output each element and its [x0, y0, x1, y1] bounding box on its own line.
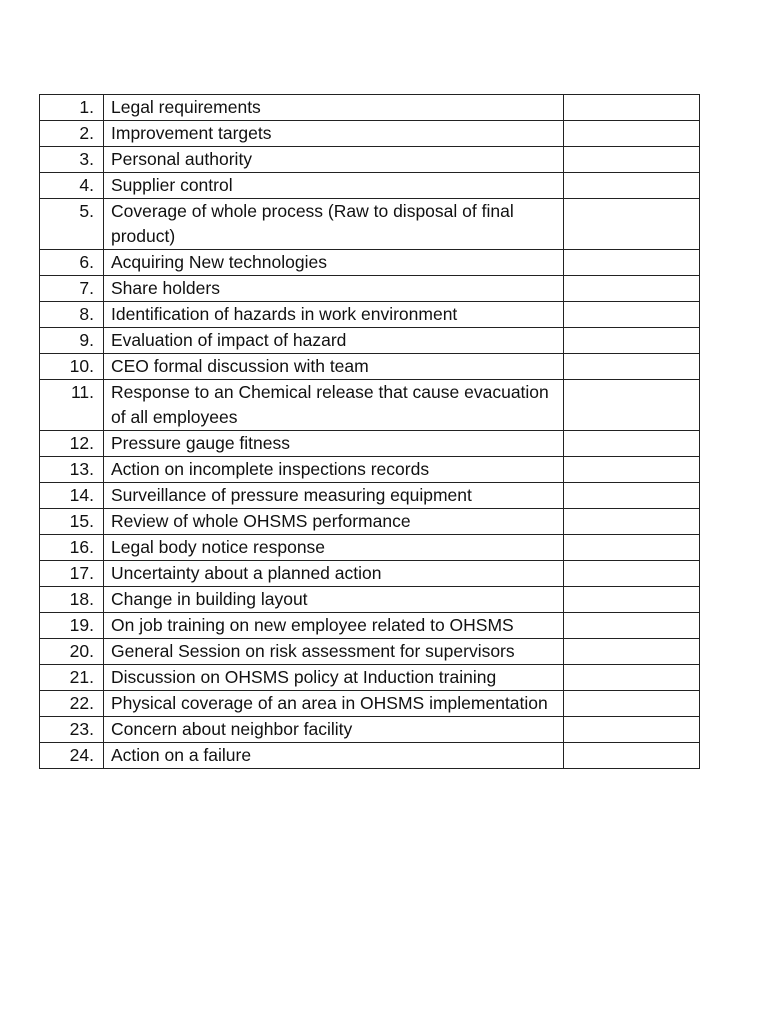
item-number: 22. — [40, 691, 104, 717]
answer-cell — [564, 535, 700, 561]
item-text: Physical coverage of an area in OHSMS implementation — [104, 691, 564, 717]
item-number: 18. — [40, 587, 104, 613]
table-row — [40, 691, 700, 717]
table-row — [40, 302, 700, 328]
item-number: 12. — [40, 431, 104, 457]
item-text: Coverage of whole process (Raw to disposal of final product) — [104, 199, 564, 250]
item-number: 4. — [40, 173, 104, 199]
items-table — [39, 94, 700, 769]
table-row — [40, 276, 700, 302]
item-number: 8. — [40, 302, 104, 328]
answer-cell — [564, 743, 700, 769]
item-text: Response to an Chemical release that cause evacuation of all employees — [104, 380, 564, 431]
table-row — [40, 328, 700, 354]
item-text: Legal body notice response — [104, 535, 564, 561]
table-row — [40, 147, 700, 173]
items-table-body — [40, 95, 700, 769]
answer-cell — [564, 639, 700, 665]
item-number: 7. — [40, 276, 104, 302]
item-number: 9. — [40, 328, 104, 354]
table-row — [40, 457, 700, 483]
table-row — [40, 250, 700, 276]
answer-cell — [564, 354, 700, 380]
answer-cell — [564, 328, 700, 354]
table-row — [40, 431, 700, 457]
answer-cell — [564, 587, 700, 613]
table-row — [40, 483, 700, 509]
item-text: On job training on new employee related to OHSMS — [104, 613, 564, 639]
item-number: 24. — [40, 743, 104, 769]
item-number: 16. — [40, 535, 104, 561]
answer-cell — [564, 147, 700, 173]
item-text: Personal authority — [104, 147, 564, 173]
answer-cell — [564, 717, 700, 743]
table-row — [40, 380, 700, 431]
item-number: 3. — [40, 147, 104, 173]
table-row — [40, 743, 700, 769]
answer-cell — [564, 613, 700, 639]
table-row — [40, 173, 700, 199]
item-number: 20. — [40, 639, 104, 665]
table-row — [40, 354, 700, 380]
table-row — [40, 509, 700, 535]
item-number: 14. — [40, 483, 104, 509]
table-row — [40, 95, 700, 121]
item-text: Uncertainty about a planned action — [104, 561, 564, 587]
answer-cell — [564, 95, 700, 121]
answer-cell — [564, 380, 700, 431]
answer-cell — [564, 173, 700, 199]
item-text: Discussion on OHSMS policy at Induction training — [104, 665, 564, 691]
table-row — [40, 587, 700, 613]
item-text: Review of whole OHSMS performance — [104, 509, 564, 535]
item-text: Action on incomplete inspections records — [104, 457, 564, 483]
item-text: CEO formal discussion with team — [104, 354, 564, 380]
item-text: Supplier control — [104, 173, 564, 199]
table-row — [40, 665, 700, 691]
table-row — [40, 717, 700, 743]
item-text: General Session on risk assessment for supervisors — [104, 639, 564, 665]
item-text: Acquiring New technologies — [104, 250, 564, 276]
table-row — [40, 613, 700, 639]
answer-cell — [564, 561, 700, 587]
item-text: Concern about neighbor facility — [104, 717, 564, 743]
answer-cell — [564, 431, 700, 457]
item-text: Change in building layout — [104, 587, 564, 613]
answer-cell — [564, 250, 700, 276]
item-number: 6. — [40, 250, 104, 276]
item-number: 13. — [40, 457, 104, 483]
answer-cell — [564, 483, 700, 509]
item-number: 19. — [40, 613, 104, 639]
answer-cell — [564, 121, 700, 147]
item-number: 15. — [40, 509, 104, 535]
item-text: Share holders — [104, 276, 564, 302]
answer-cell — [564, 509, 700, 535]
table-row — [40, 121, 700, 147]
answer-cell — [564, 276, 700, 302]
item-number: 23. — [40, 717, 104, 743]
item-text: Action on a failure — [104, 743, 564, 769]
item-text: Pressure gauge fitness — [104, 431, 564, 457]
item-number: 17. — [40, 561, 104, 587]
answer-cell — [564, 199, 700, 250]
item-text: Identification of hazards in work environment — [104, 302, 564, 328]
table-row — [40, 561, 700, 587]
item-text: Evaluation of impact of hazard — [104, 328, 564, 354]
item-text: Improvement targets — [104, 121, 564, 147]
answer-cell — [564, 457, 700, 483]
table-row — [40, 639, 700, 665]
item-number: 11. — [40, 380, 104, 431]
item-number: 2. — [40, 121, 104, 147]
item-text: Legal requirements — [104, 95, 564, 121]
answer-cell — [564, 665, 700, 691]
item-number: 1. — [40, 95, 104, 121]
item-text: Surveillance of pressure measuring equipment — [104, 483, 564, 509]
answer-cell — [564, 691, 700, 717]
item-number: 21. — [40, 665, 104, 691]
answer-cell — [564, 302, 700, 328]
table-row — [40, 199, 700, 250]
item-number: 5. — [40, 199, 104, 250]
item-number: 10. — [40, 354, 104, 380]
table-row — [40, 535, 700, 561]
